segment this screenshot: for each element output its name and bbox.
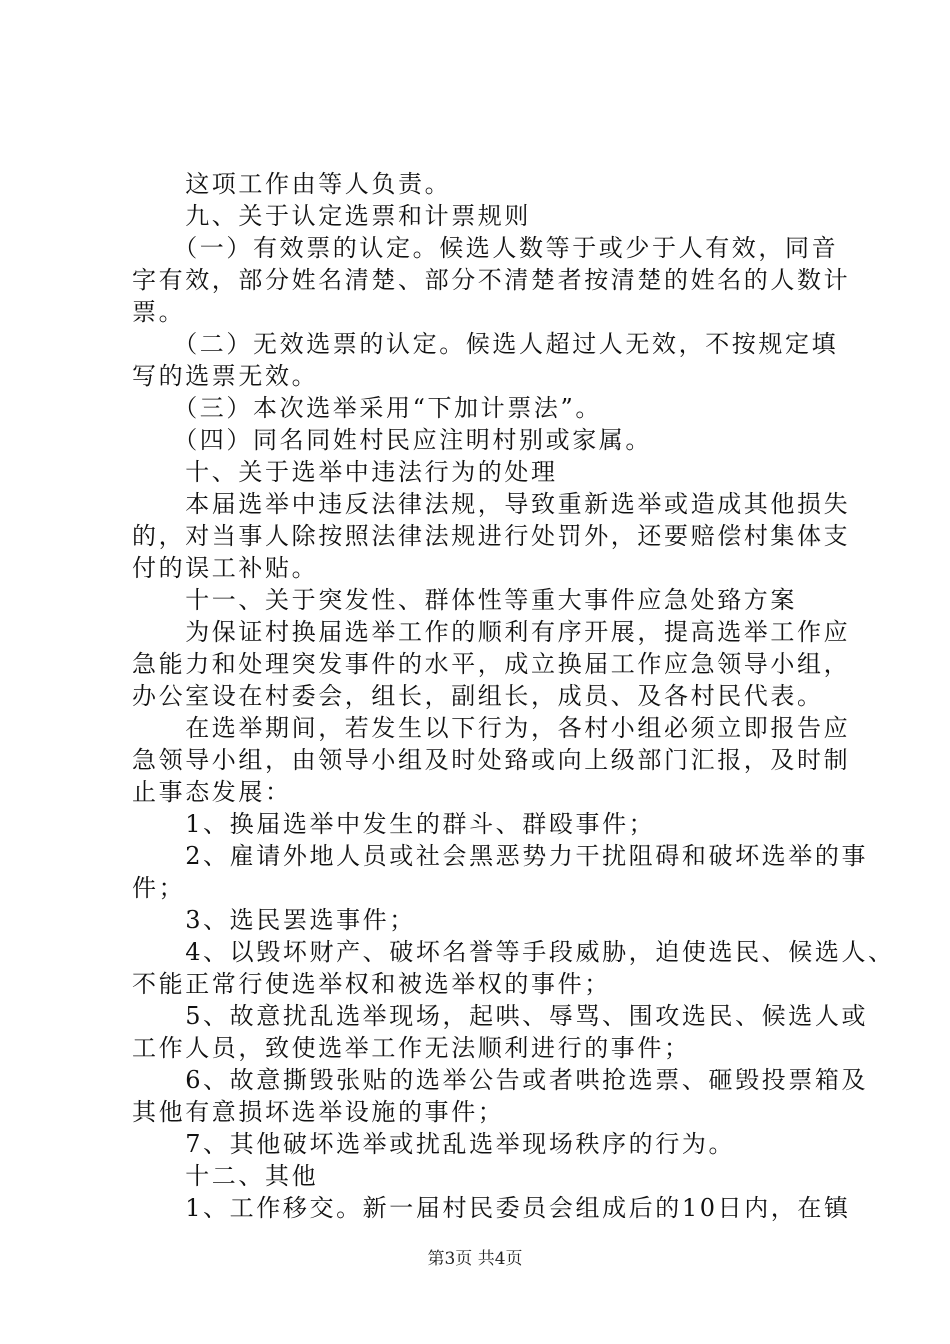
list-item: 3、选民罢选事件； xyxy=(132,906,416,934)
list-item: 2、雇请外地人员或社会黑恶势力干扰阻碍和破坏选举的事 xyxy=(132,842,869,870)
text-line: （一）有效票的认定。候选人数等于或少于人有效，同音 xyxy=(132,234,839,262)
document-body xyxy=(132,168,895,1224)
list-item: 1、工作移交。新一届村民委员会组成后的10日内，在镇 xyxy=(132,1194,851,1222)
text-line: 止事态发展： xyxy=(132,778,292,806)
text-line: （三）本次选举采用“下加计票法”。 xyxy=(132,394,602,422)
text-line: 急领导小组，由领导小组及时处臵或向上级部门汇报，及时制 xyxy=(132,746,851,774)
section-heading: 九、关于认定选票和计票规则 xyxy=(132,202,531,230)
section-heading: 十一、关于突发性、群体性等重大事件应急处臵方案 xyxy=(132,586,797,614)
text-line: 不能正常行使选举权和被选举权的事件； xyxy=(132,970,611,998)
text-line: 为保证村换届选举工作的顺利有序开展，提高选举工作应 xyxy=(132,618,851,646)
section-heading: 十二、其他 xyxy=(132,1162,319,1190)
list-item: 1、换届选举中发生的群斗、群殴事件； xyxy=(132,810,656,838)
text-line: 的，对当事人除按照法律法规进行处罚外，还要赔偿村集体支 xyxy=(132,522,851,550)
text-line: 票。 xyxy=(132,298,186,326)
text-line: （二）无效选票的认定。候选人超过人无效，不按规定填 xyxy=(132,330,839,358)
text-line: 付的误工补贴。 xyxy=(132,554,319,582)
text-line: 办公室设在村委会，组长，副组长，成员、及各村民代表。 xyxy=(132,682,824,710)
text-line: 急能力和处理突发事件的水平，成立换届工作应急领导小组， xyxy=(132,650,851,678)
list-item: 7、其他破坏选举或扰乱选举现场秩序的行为。 xyxy=(132,1130,736,1158)
text-line: 字有效，部分姓名清楚、部分不清楚者按清楚的姓名的人数计 xyxy=(132,266,851,294)
text-line: 在选举期间，若发生以下行为，各村小组必须立即报告应 xyxy=(132,714,851,742)
text-line: 写的选票无效。 xyxy=(132,362,319,390)
page-footer: 第3页 共4页 xyxy=(427,1249,523,1269)
text-line: 本届选举中违反法律法规，导致重新选举或造成其他损失 xyxy=(132,490,851,518)
text-line: 件； xyxy=(132,874,186,902)
section-heading: 十、关于选举中违法行为的处理 xyxy=(132,458,558,486)
text-line: （四）同名同姓村民应注明村别或家属。 xyxy=(132,426,652,454)
text-line: 其他有意损坏选举设施的事件； xyxy=(132,1098,505,1126)
text-line: 工作人员，致使选举工作无法顺利进行的事件； xyxy=(132,1034,691,1062)
list-item: 6、故意撕毁张贴的选举公告或者哄抢选票、砸毁投票箱及 xyxy=(132,1066,869,1094)
text-line: 这项工作由等人负责。 xyxy=(132,170,452,198)
list-item: 5、故意扰乱选举现场，起哄、辱骂、围攻选民、候选人或 xyxy=(132,1002,869,1030)
list-item: 4、以毁坏财产、破坏名誉等手段威胁，迫使选民、候选人、 xyxy=(132,938,895,966)
